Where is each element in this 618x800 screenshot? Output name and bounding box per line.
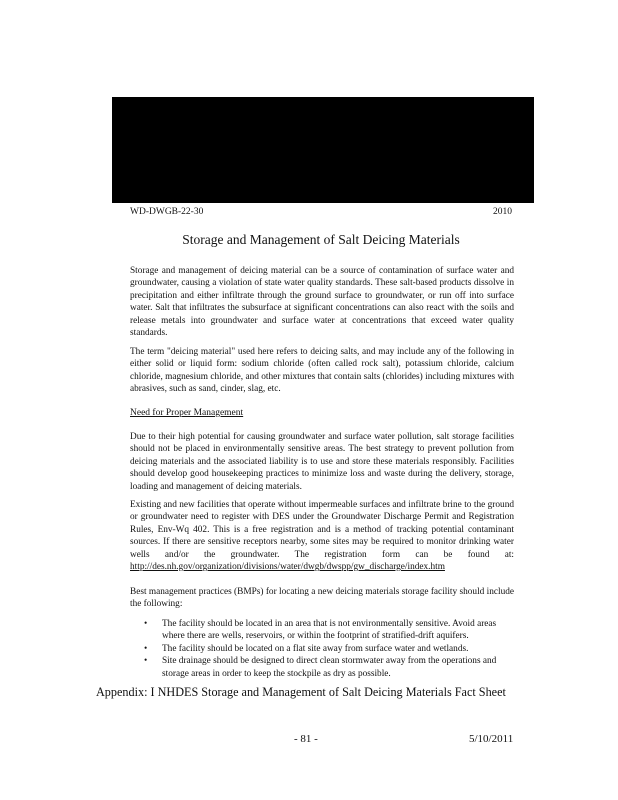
section-heading: Need for Proper Management (130, 408, 244, 418)
list-item: • The facility should be located on a flat site away from surface water and wetlands. (130, 643, 514, 655)
registration-text: Existing and new facilities that operate without impermeable surfaces and infiltrate brine to the ground or groundwater need to register with DES under the Groundwater Discharge Permit and Registration Rules, Env-Wq 402. This is a free registration and is a method of tracking potential contaminant sources. If there are sensitive receptors nearby, some sites may be required to monitor drinking water wells and/or the groundwater. The registration form can be found at: (130, 500, 514, 560)
document-title: Storage and Management of Salt Deicing Materials (182, 232, 460, 247)
registration-paragraph (130, 499, 514, 573)
document-id: WD-DWGB-22-30 (130, 207, 204, 217)
need-paragraph: Due to their high potential for causing groundwater and surface water pollution, salt storage facilities should not be placed in environmentally sensitive areas. The best strategy to prevent pollution from deicing materials and the associated liability is to use and store these materials responsibly. Facilities should develop good housekeeping practices to minimize loss and waste during the delivery, storage, loading and management of deicing materials. (130, 432, 514, 492)
bmp-intro-paragraph: Best management practices (BMPs) for locating a new deicing materials storage facility should include the following: (130, 587, 514, 610)
definition-paragraph: The term "deicing material" used here refers to deicing salts, and may include any of the following in either solid or liquid form: sodium chloride (often called rock salt), potassium chloride, calcium chloride, magnesium chloride, and other mixtures that contain salts (chlorides) including mixtures with abrasives, such as sand, cinder, slag, etc. (130, 347, 514, 395)
page-number: - 81 - (294, 733, 318, 745)
redaction-block (112, 97, 534, 203)
appendix-caption: Appendix: I NHDES Storage and Management of Salt Deicing Materials Fact Sheet (96, 685, 506, 699)
list-item: • The facility should be located in an area that is not environmentally sensitive. Avoid areas where there are wells, reservoirs, or within the footprint of stratified-drift aquifers. (130, 618, 514, 643)
page-date: 5/10/2011 (469, 733, 514, 745)
intro-paragraph: Storage and management of deicing material can be a source of contamination of surface water and groundwater, causing a violation of state water quality standards. These salt-based products dissolve in precipitation and either infiltrate through the ground surface to groundwater, or run off into surface water. Salt that infiltrates the subsurface at significant concentrations can also react with the soils and release metals into groundwater and surface water at concentrations that exceed water quality standards. (130, 266, 514, 339)
document-header (130, 207, 512, 217)
list-item: • Site drainage should be designed to direct clean stormwater away from the operations and storage areas in order to keep the stockpile as dry as possible. (130, 655, 514, 680)
document-year: 2010 (493, 207, 512, 217)
bmp-list (130, 618, 514, 680)
registration-link[interactable]: http://des.nh.gov/organization/divisions/water/dwgb/dwspp/gw_discharge/index.htm (130, 562, 445, 573)
